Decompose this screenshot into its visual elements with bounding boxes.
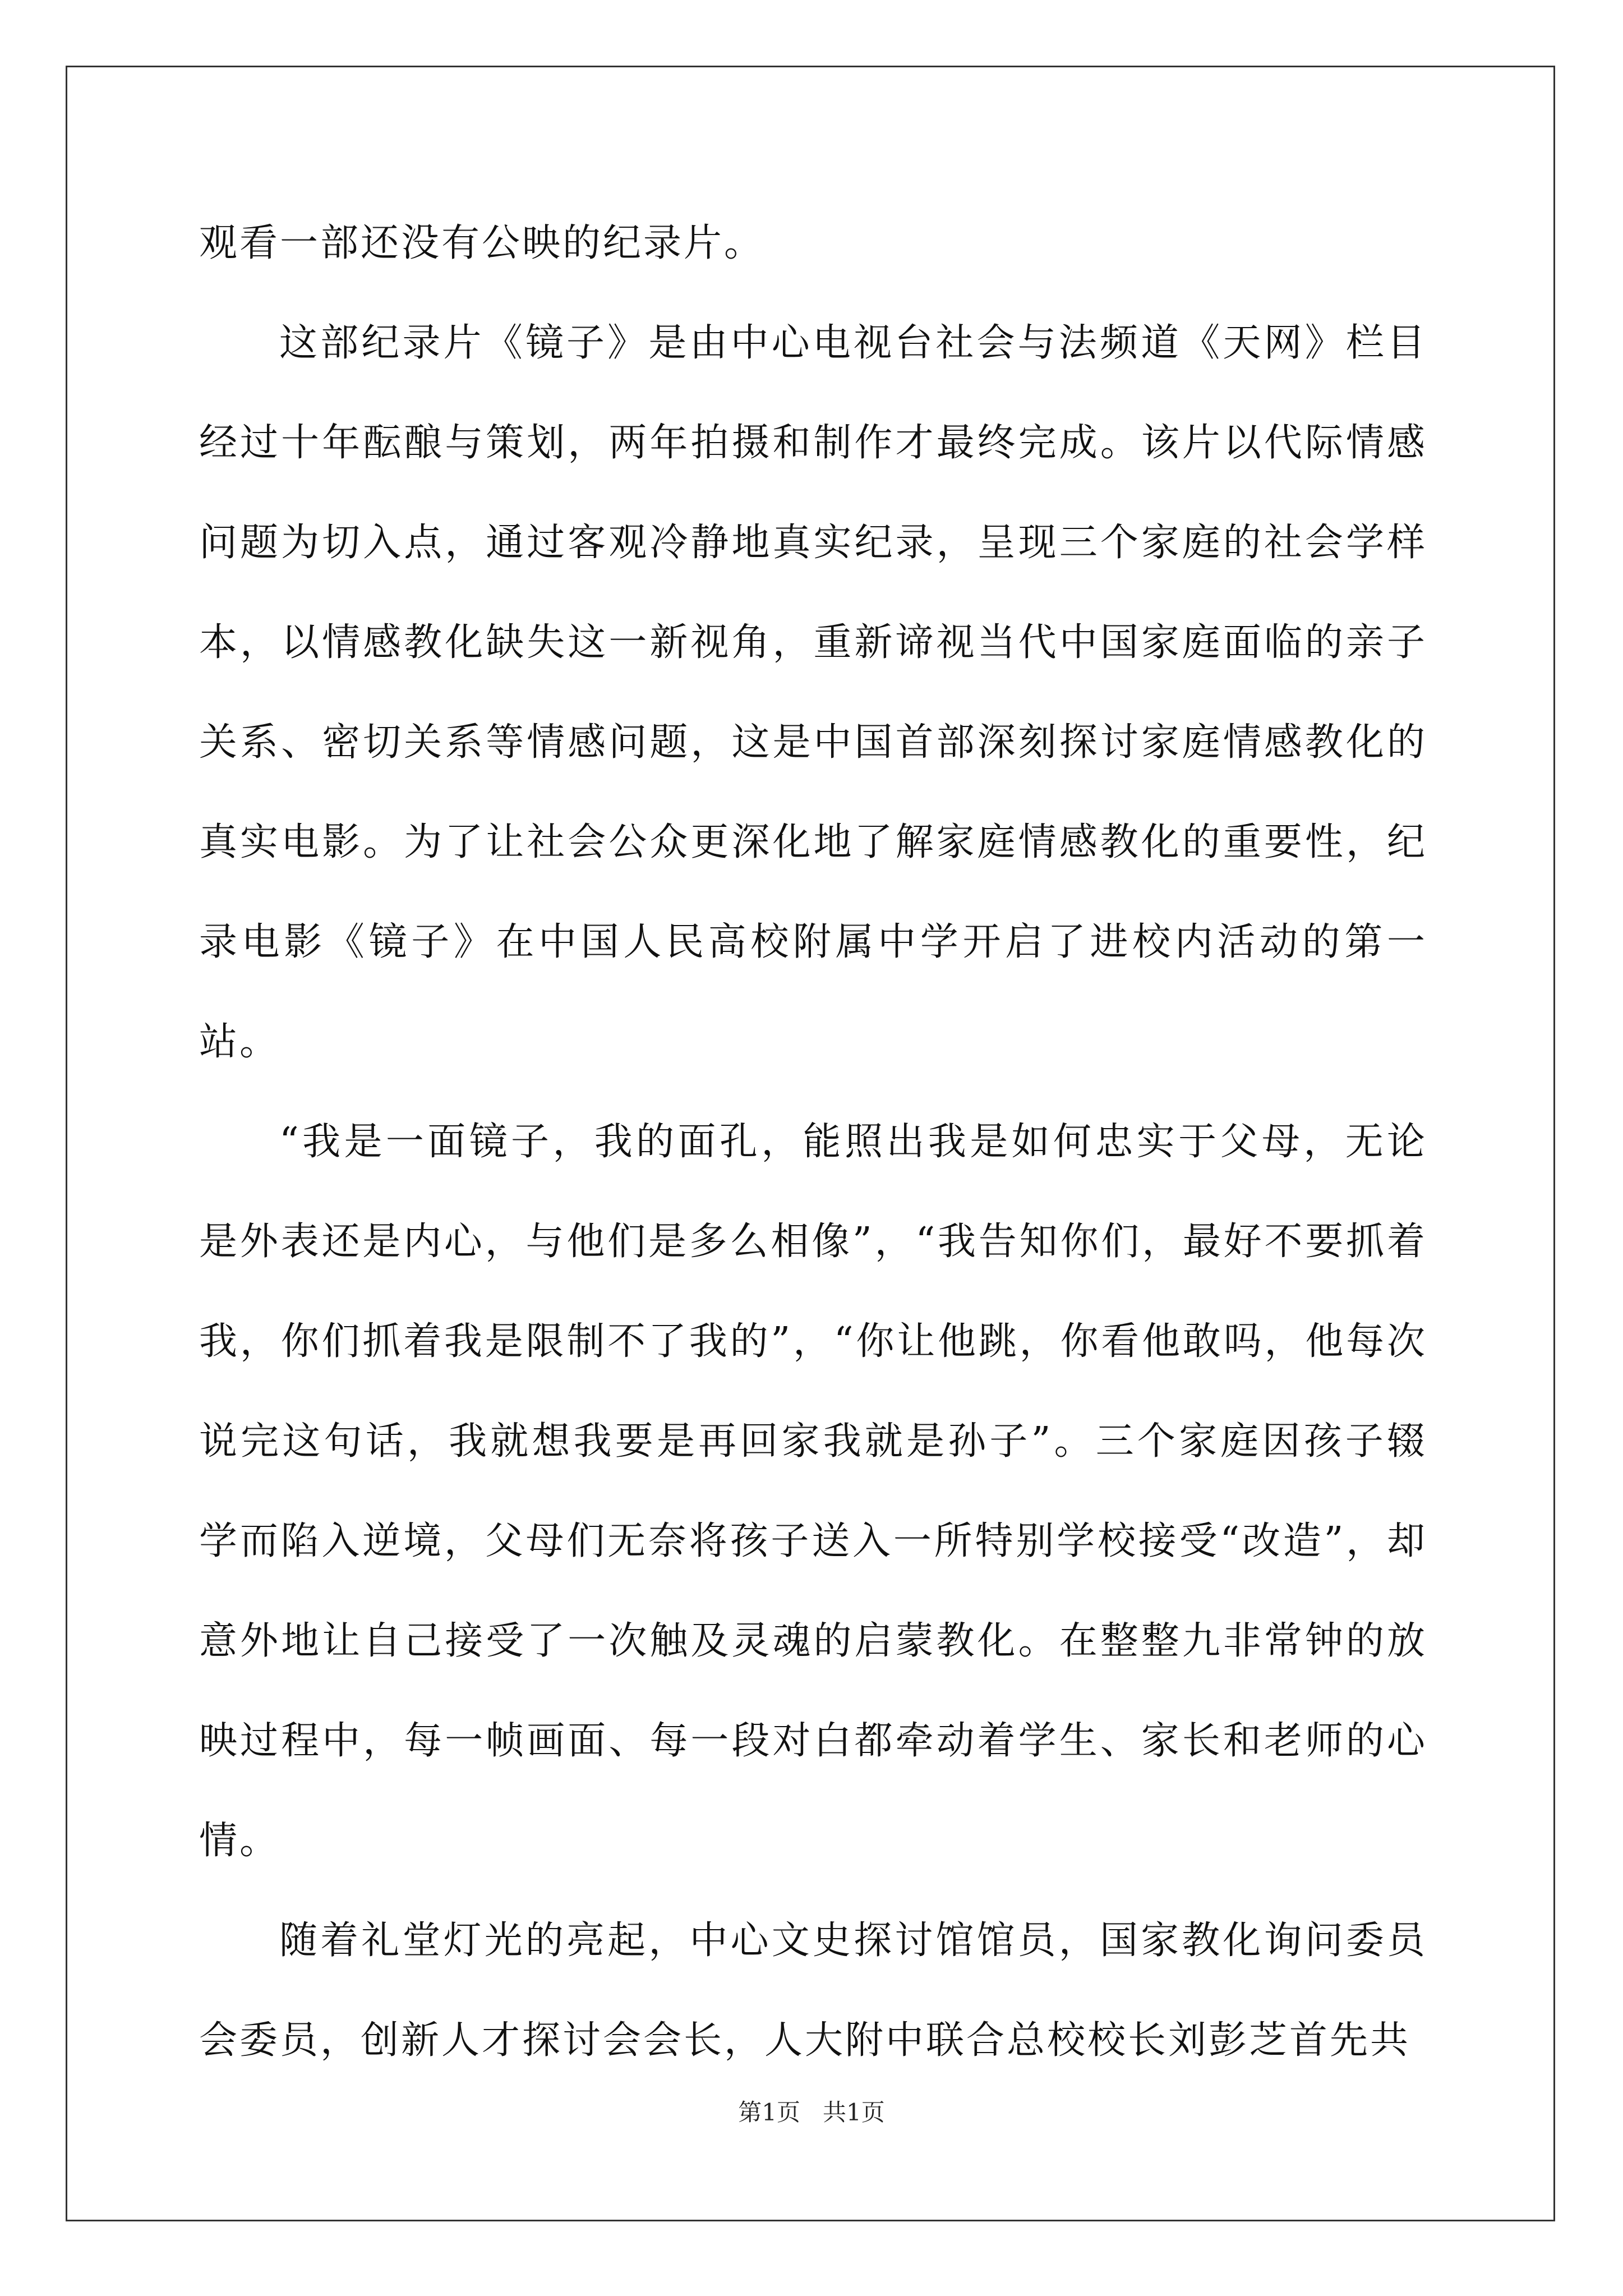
page-number: 第1页 [738,2099,800,2126]
document-body [199,194,1427,2091]
total-pages: 共1页 [823,2099,885,2126]
paragraph-4: 随着礼堂灯光的亮起，中心文史探讨馆馆员，国家教化询问委员会委员，创新人才探讨会会长，人大附中联合总校校长刘彭芝首先共 [199,1918,1427,2063]
page-footer [0,2096,1623,2129]
paragraph-3: “我是一面镜子，我的面孔，能照出我是如何忠实于父母，无论是外表还是内心，与他们是多么相像”，“我告知你们，最好不要抓着我，你们抓着我是限制不了我的”，“你让他跳，你看他敢吗，他每次说完这句话，我就想我要是再回家我就是孙子”。三个家庭因孩子辍学而陷入逆境，父母们无奈将孩子送入一所特别学校接受“改造”，却意外地让自己接受了一次触及灵魂的启蒙教化。在整整九非常钟的放映过程中，每一帧画面、每一段对白都牵动着学生、家长和老师的心情。 [199,1120,1427,1863]
paragraph-1: 观看一部还没有公映的纪录片。 [199,221,765,265]
paragraph-2: 这部纪录片《镜子》是由中心电视台社会与法频道《天网》栏目经过十年酝酿与策划，两年拍摄和制作才最终完成。该片以代际情感问题为切入点，通过客观冷静地真实纪录，呈现三个家庭的社会学样本，以情感教化缺失这一新视角，重新谛视当代中国家庭面临的亲子关系、密切关系等情感问题，这是中国首部深刻探讨家庭情感教化的真实电影。为了让社会公众更深化地了解家庭情感教化的重要性，纪录电影《镜子》在中国人民高校附属中学开启了进校内活动的第一站。 [199,321,1427,1064]
